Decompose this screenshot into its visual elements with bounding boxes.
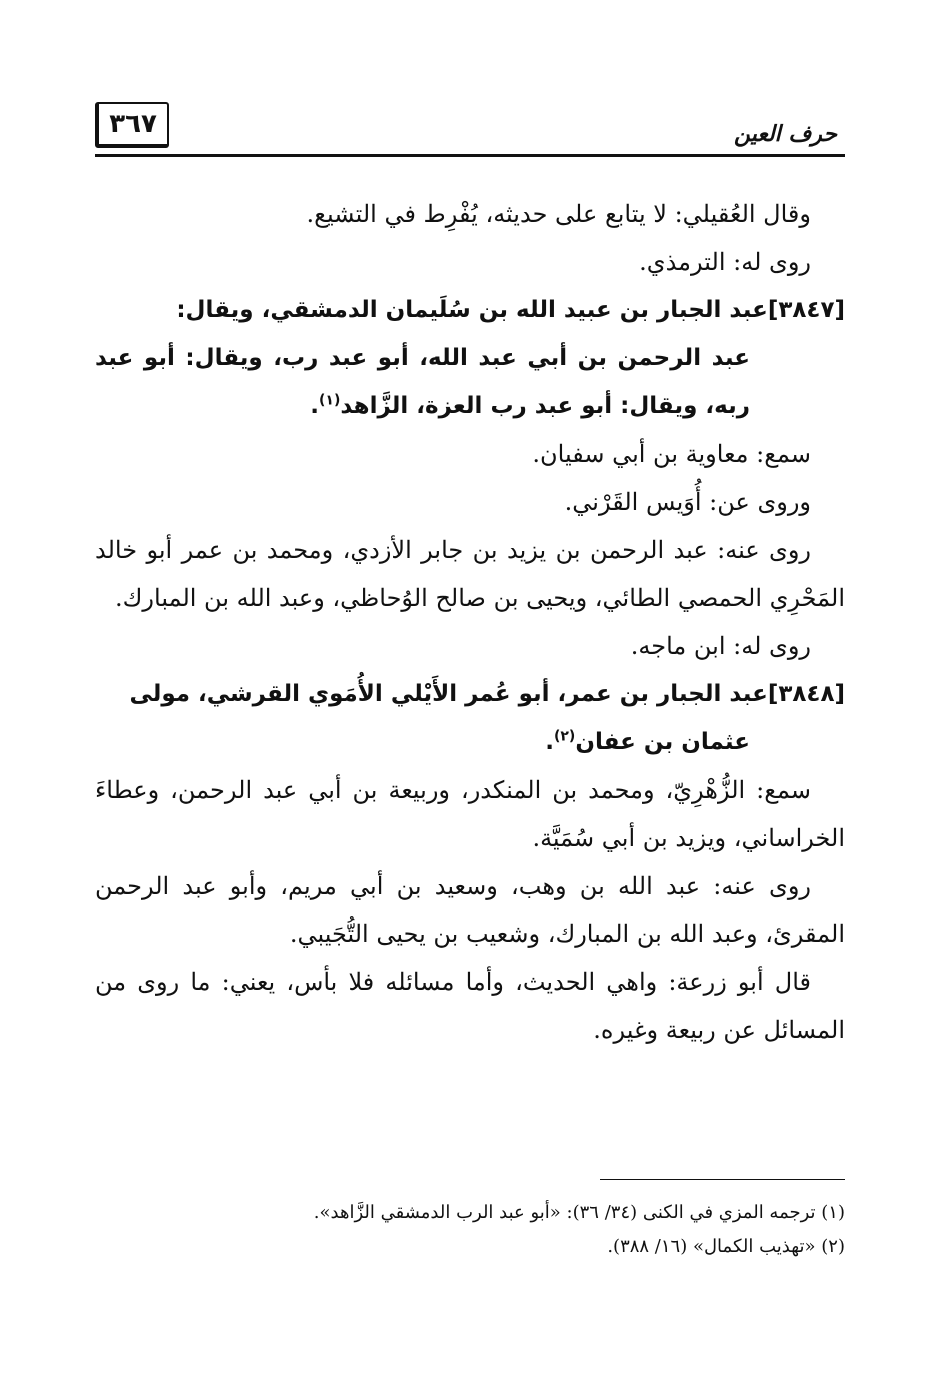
footnote-ref: (١) bbox=[319, 392, 341, 409]
paragraph: وروى عن: أُوَيس القَرْني. bbox=[564, 488, 811, 516]
footnote: (١) ترجمه المزي في الكنى (٣٤/ ٣٦): «أبو عبد الرب الدمشقي الزَّاهد». bbox=[313, 1202, 845, 1223]
entry-heading bbox=[95, 286, 845, 430]
paragraph: روى عنه: عبد الرحمن بن يزيد بن جابر الأزدي، ومحمد بن عمر أبو خالد المَحْرِي الحمصي الطائي، ويحيى بن صالح الوُحاظي، وعبد الله بن المبارك. bbox=[95, 536, 845, 612]
footnote-rule bbox=[600, 1179, 845, 1180]
paragraph: روى له: ابن ماجه. bbox=[630, 632, 811, 660]
entry-title-continued: عثمان بن عفان$^{(٢)}$. bbox=[545, 728, 750, 755]
footnote-ref: (٢) bbox=[553, 728, 576, 745]
header-rule bbox=[95, 154, 845, 157]
page-body bbox=[95, 190, 845, 1054]
paragraph: سمع: معاوية بن أبي سفيان. bbox=[532, 440, 811, 468]
page-header bbox=[95, 100, 845, 158]
entry-number: [٣٨٤٧] bbox=[767, 297, 845, 323]
chapter-title: حرف العين bbox=[733, 122, 837, 147]
footnotes bbox=[95, 1196, 845, 1264]
paragraph: سمع: الزُّهْرِيّ، ومحمد بن المنكدر، وربيعة بن أبي عبد الرحمن، وعطاءَ الخراساني، ويزيد بن أبي سُمَيَّة. bbox=[95, 776, 845, 852]
page-number: ٣٦٧ bbox=[95, 102, 169, 148]
book-page bbox=[95, 100, 845, 1300]
paragraph: روى له: الترمذي. bbox=[639, 248, 811, 276]
entry-heading bbox=[95, 670, 845, 766]
entry-title: عبد الجبار بن عبيد الله بن سُلَيمان الدمشقي، ويقال: bbox=[176, 297, 768, 323]
entry-number: [٣٨٤٨] bbox=[767, 681, 845, 707]
paragraph: وقال العُقيلي: لا يتابع على حديثه، يُفْرِط في التشيع. bbox=[306, 200, 811, 228]
entry-title-continued: عبد الرحمن بن أبي عبد الله، أبو عبد رب، ويقال: أبو عبد ربه، ويقال: أبو عبد رب العزة، الزَّاهد$^{(١)}$. bbox=[95, 345, 750, 419]
footnote: (٢) «تهذيب الكمال» (١٦/ ٣٨٨). bbox=[607, 1236, 845, 1257]
paragraph: روى عنه: عبد الله بن وهب، وسعيد بن أبي مريم، وأبو عبد الرحمن المقرئ، وعبد الله بن المبارك، وشعيب بن يحيى التُّجَيبي. bbox=[95, 872, 845, 948]
entry-title: عبد الجبار بن عمر، أبو عُمر الأَيْلي الأُمَوي القرشي، مولى bbox=[129, 681, 768, 707]
paragraph: قال أبو زرعة: واهي الحديث، وأما مسائله فلا بأس، يعني: ما روى من المسائل عن ربيعة وغيره. bbox=[95, 968, 845, 1044]
